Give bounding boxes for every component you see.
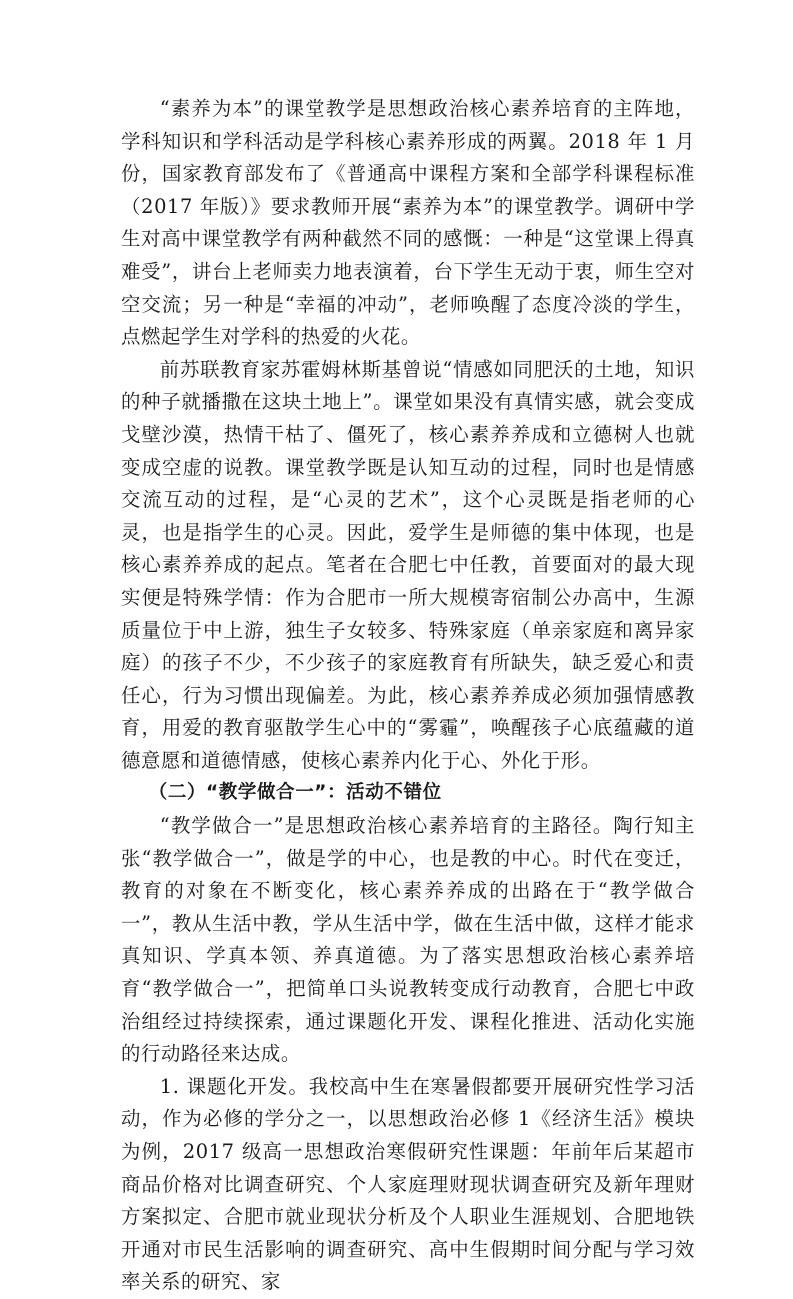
section-heading: （二）“教学做合一”：活动不错位 bbox=[148, 782, 442, 804]
paragraph-emotional-education: 前苏联教育家苏霍姆林斯基曾说“情感如同肥沃的土地，知识的种子就播撒在这块土地上”。课堂如果没有真情实感，就会变成戈壁沙漠，热情干枯了、僵死了，核心素养养成和立德树人也就变成空虚的说教。课堂教学既是认知互动的过程，同时也是情感交流互动的过程，是“心灵的艺术”，这个心灵既是指老师的心灵，也是指学生的心灵。因此，爱学生是师德的集中体现，也是核心素养养成的起点。笔者在合肥七中任教，首要面对的最大现实便是特殊学情：作为合肥市一所大规模寄宿制公办高中，生源质量位于中上游，独生子女较多、特殊家庭（单亲家庭和离异家庭）的孩子不少，不少孩子的家庭教育有所缺失，缺乏爱心和责任心，行为习惯出现偏差。为此，核心素养养成必须加强情感教育，用爱的教育驱散学生心中的“雾霾”，唤醒孩子心底蕴藏的道德意愿和道德情感，使核心素养内化于心、外化于形。 bbox=[121, 357, 695, 772]
paragraph-topic-development: 1. 课题化开发。我校高中生在寒暑假都要开展研究性学习活动，作为必修的学分之一，以思想政治必修 1《经济生活》模块为例，2017 级高一思想政治寒假研究性课题：年前年后某超市商品价格对比调查研究、个人家庭理财现状调查研究及新年理财方案拟定、合肥市就业现状分析及个人职业生涯规划、合肥地铁开通对市民生活影响的调查研究、高中生假期时间分配与学习效率关系的研究、家 bbox=[121, 1074, 695, 1294]
paragraph-core-literacy-classroom: “素养为本”的课堂教学是思想政治核心素养培育的主阵地，学科知识和学科活动是学科核心素养形成的两翼。2018 年 1 月份，国家教育部发布了《普通高中课程方案和全部学科课程标准（2017 年版）》要求教师开展“素养为本”的课堂教学。调研中学生对高中课堂教学有两种截然不同的感慨：一种是“这堂课上得真难受”，讲台上老师卖力地表演着，台下学生无动于衷，师生空对空交流；另一种是“幸福的冲动”，老师唤醒了态度冷淡的学生，点燃起学生对学科的热爱的火花。 bbox=[121, 97, 695, 349]
paragraph-teach-learn-do: “教学做合一”是思想政治核心素养培育的主路径。陶行知主张“教学做合一”，做是学的中心，也是教的中心。时代在变迁，教育的对象在不断变化，核心素养养成的出路在于“教学做合一”，教从生活中教，学从生活中学，做在生活中做，这样才能求真知识、学真本领、养真道德。为了落实思想政治核心素养培育“教学做合一”，把简单口头说教转变成行动教育，合肥七中政治组经过持续探索，通过课题化开发、课程化推进、活动化实施的行动路径来达成。 bbox=[121, 814, 695, 1066]
document-page bbox=[121, 93, 695, 1299]
